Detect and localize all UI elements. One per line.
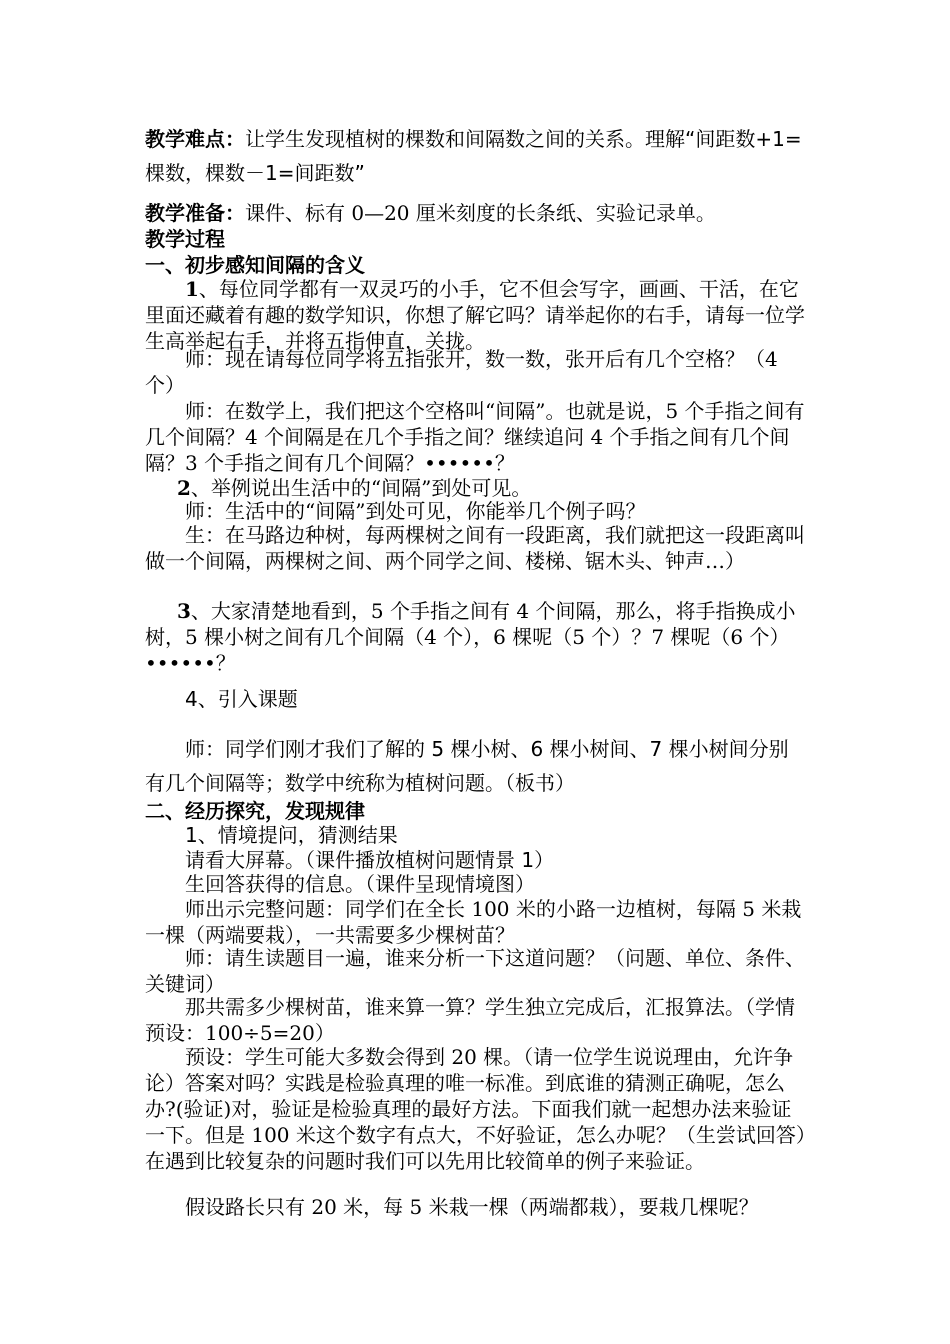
paragraph-text: 、每位同学都有一双灵巧的小手，它不但会写字，画画、干活，在它里面还藏着有趣的数学知识，你想了解它吗？请举起你的右手，请每一位学生高举起右手，并将五指伸直，关拢。 [145,277,805,353]
section-1-paragraph-5: 师：生活中的“间隔”到处可见，你能举几个例子吗？ [185,499,646,523]
section-1-paragraph-6: 生：在马路边种树，每两棵树之间有一段距离，我们就把这一段距离叫做一个间隔，两棵树之间、两个同学之间、楼梯、锯木头、钟声…） [145,523,805,573]
item-number: 1 [185,277,199,301]
section-2-paragraph-8: 假设路长只有 20 米，每 5 米栽一棵（两端都栽），要栽几棵呢？ [185,1195,759,1219]
section-1-paragraph-1 [145,276,807,354]
section-2-paragraph-7: 预设：学生可能大多数会得到 20 棵。（请一位学生说说理由，允许争论）答案对吗？实践是检验真理的唯一标准。到底谁的猜测正确呢，怎么办?(验证)对，验证是检验真理的最好方法。下面我们就一起想办法来验证一下。但是 100 米这个数字有点大，不好验证，怎么办呢？（生尝试回答）在遇到比较复杂的问题时我们可以先用比较简单的例子来验证。 [145,1045,806,1173]
section-2-paragraph-4: 师出示完整问题：同学们在全长 100 米的小路一边植树，每隔 5 米栽一棵（两端要栽），一共需要多少棵树苗？ [145,897,802,947]
section-1-heading: 一、初步感知间隔的含义 [145,253,365,277]
prep-label: 教学准备： [145,201,245,225]
section-1-paragraph-2: 师：现在请每位同学将五指张开，数一数，张开后有几个空格？（4 个） [145,347,778,397]
section-2-paragraph-1: 1、情境提问，猜测结果 [185,823,398,847]
paragraph-text: 、举例说出生活中的“间隔”到处可见。 [190,476,532,500]
item-number: 2 [177,476,191,500]
prep-text: 课件、标有 0—20 厘米刻度的长条纸、实验记录单。 [245,201,716,225]
section-2-paragraph-2: 请看大屏幕。（课件播放植树问题情景 1） [185,848,555,872]
paragraph-text: 、大家清楚地看到，5 个手指之间有 4 个间隔，那么，将手指换成小树，5 棵小树之间有几个间隔（4 个），6 棵呢（5 个）？7 棵呢（6 个）••••••？ [145,599,796,675]
section-1-paragraph-7 [145,598,807,676]
teaching-preparation [145,200,807,226]
section-1-paragraph-9: 师：同学们刚才我们了解的 5 棵小树、6 棵小树间、7 棵小树间分别有几个间隔等；数学中统称为植树问题。（板书） [145,737,789,795]
section-2-paragraph-6: 那共需多少棵树苗，谁来算一算？学生独立完成后，汇报算法。（学情预设：100÷5=20） [145,995,795,1045]
difficulty-label: 教学难点： [145,127,245,151]
item-number: 3 [177,599,191,623]
teaching-difficulty [145,122,807,190]
difficulty-text: 让学生发现植树的棵数和间隔数之间的关系。理解“间距数+1=棵数，棵数－1=间距数” [145,127,802,185]
section-2-paragraph-5: 师：请生读题目一遍，谁来分析一下这道问题？（问题、单位、条件、关键词） [145,946,805,996]
section-1-paragraph-8: 4、引入课题 [185,687,298,711]
section-2-paragraph-3: 生回答获得的信息。（课件呈现情境图） [185,872,535,896]
process-heading: 教学过程 [145,227,225,251]
section-2-heading: 二、经历探究，发现规律 [145,799,365,823]
section-1-paragraph-3: 师：在数学上，我们把这个空格叫“间隔”。也就是说，5 个手指之间有几个间隔？4 个间隔是在几个手指之间？继续追问 4 个手指之间有几个间隔？3 个手指之间有几个间隔？••••••？ [145,399,805,475]
